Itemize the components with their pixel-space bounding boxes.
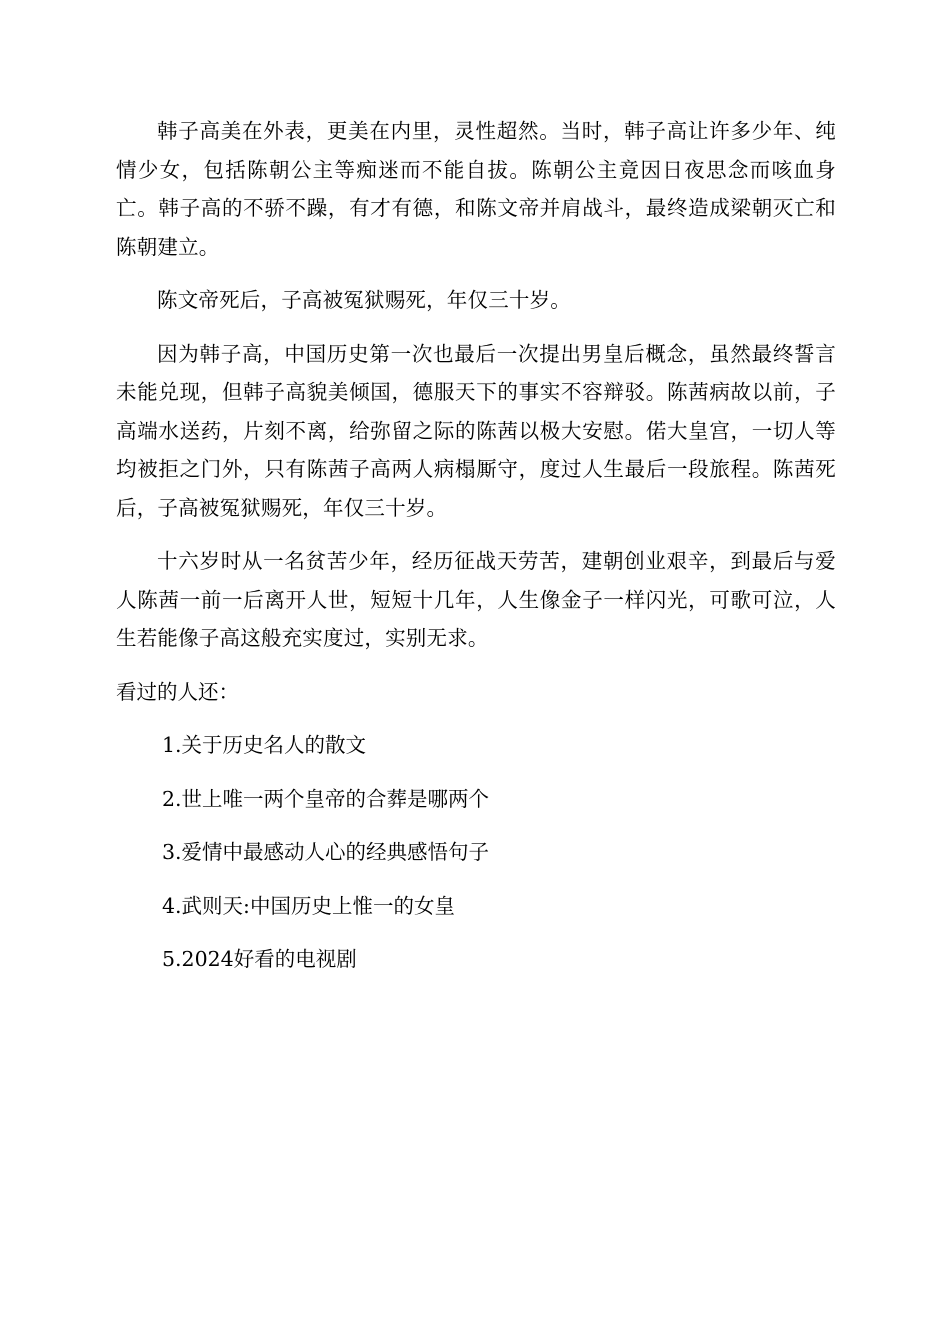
article-paragraph-1: 韩子高美在外表，更美在内里，灵性超然。当时，韩子高让许多少年、纯情少女，包括陈朝公主等痴迷而不能自拔。陈朝公主竟因日夜思念而咳血身亡。韩子高的不骄不躁，有才有德，和陈文帝并肩战斗，最终造成梁朝灭亡和陈朝建立。 <box>116 119 836 259</box>
article-paragraph-3: 因为韩子高，中国历史第一次也最后一次提出男皇后概念，虽然最终誓言未能兑现，但韩子高貌美倾国，德服天下的事实不容辩驳。陈茜病故以前，子高端水送药，片刻不离，给弥留之际的陈茜以极大安慰。偌大皇宫，一切人等均被拒之门外，只有陈茜子高两人病榻厮守，度过人生最后一段旅程。陈茜死后，子高被冤狱赐死，年仅三十岁。 <box>116 341 836 520</box>
related-item-1 <box>162 726 836 765</box>
related-link-2[interactable]: 2.世上唯一两个皇帝的合葬是哪两个 <box>162 786 490 811</box>
related-item-3 <box>162 833 836 872</box>
related-item-2 <box>162 780 836 819</box>
related-link-5[interactable]: 5.2024好看的电视剧 <box>162 947 357 971</box>
related-item-5 <box>162 940 836 979</box>
related-link-4[interactable]: 4.武则天:中国历史上惟一的女皇 <box>162 893 455 918</box>
related-item-4 <box>162 887 836 926</box>
related-heading: 看过的人还： <box>116 679 239 704</box>
related-link-1[interactable]: 1.关于历史名人的散文 <box>162 733 367 757</box>
related-list <box>116 726 836 979</box>
article-paragraph-4: 十六岁时从一名贫苦少年，经历征战天劳苦，建朝创业艰辛，到最后与爱人陈茜一前一后离开人世，短短十几年，人生像金子一样闪光，可歌可泣，人生若能像子高这般充实度过，实别无求。 <box>116 549 836 650</box>
article-body <box>116 112 836 994</box>
related-link-3[interactable]: 3.爱情中最感动人心的经典感悟句子 <box>162 840 490 864</box>
article-paragraph-2: 陈文帝死后，子高被冤狱赐死，年仅三十岁。 <box>157 288 571 312</box>
